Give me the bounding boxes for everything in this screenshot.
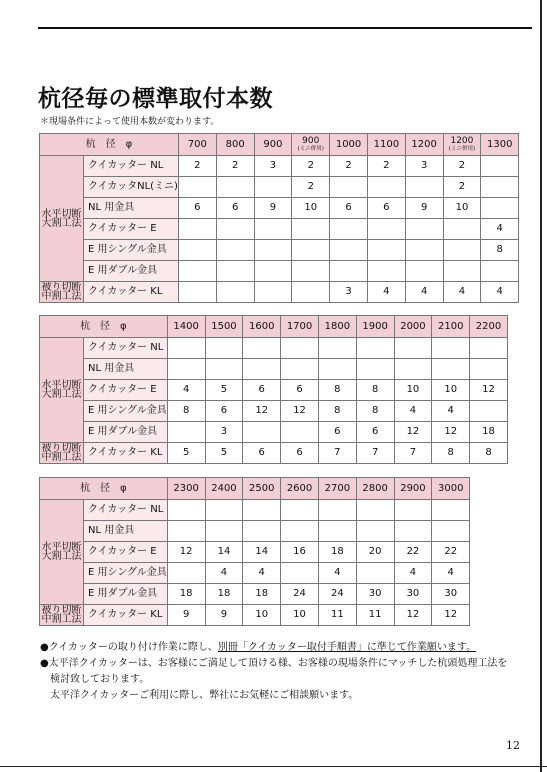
value-cell [254,177,292,198]
item-label: E 用ダブル金具 [84,261,179,282]
value-cell [167,422,205,443]
item-label: E 用ダブル金具 [84,584,168,605]
value-cell [243,521,281,542]
value-cell [405,261,443,282]
value-cell: 12 [432,605,470,626]
column-header: 700 [178,134,216,156]
item-label: クイカッター KL [84,282,179,303]
value-cell [481,198,519,219]
value-cell: 6 [356,422,394,443]
value-cell [405,219,443,240]
column-header: 2100 [432,316,470,338]
value-cell: 16 [281,542,319,563]
value-cell [167,359,205,380]
value-cell [394,500,432,521]
value-cell: 9 [405,198,443,219]
table-row [40,219,519,240]
column-header: 1100 [367,134,405,156]
value-cell [318,338,356,359]
phase-label-horizontal: 水平切断 大割工法 [40,338,84,443]
value-cell [356,338,394,359]
value-cell [243,422,281,443]
value-cell [432,359,470,380]
value-cell: 2 [178,156,216,177]
value-cell: 2 [292,156,330,177]
phase-label-horizontal: 水平切断 大割工法 [40,156,84,282]
value-cell [318,521,356,542]
page-border [0,766,547,767]
value-cell: 10 [243,605,281,626]
column-header: 2700 [318,478,356,500]
phase-label-bind: 被り切断 中割工法 [41,443,82,463]
value-cell [281,359,319,380]
value-cell [432,521,470,542]
value-cell: 4 [405,282,443,303]
value-cell [330,177,368,198]
value-cell: 5 [205,380,243,401]
value-cell [167,338,205,359]
item-label: クイカッター KL [84,443,168,464]
value-cell: 24 [281,584,319,605]
value-cell [330,219,368,240]
column-header: 900 (ミニ併用) [292,134,330,156]
value-cell [405,177,443,198]
item-label: クイカッター NL [84,156,179,177]
value-cell: 4 [394,401,432,422]
value-cell [254,282,292,303]
value-cell: 8 [481,240,519,261]
item-label: クイカッター E [84,219,179,240]
page-title: 杭径毎の標準取付本数 [38,86,273,112]
value-cell: 8 [470,443,508,464]
phase-label-horizontal: 水平切断 大割工法 [40,500,84,605]
value-cell: 8 [356,380,394,401]
value-cell [281,338,319,359]
value-cell: 12 [432,422,470,443]
value-cell: 7 [318,443,356,464]
value-cell [216,261,254,282]
table-row [40,177,519,198]
table-row [40,198,519,219]
value-cell [470,401,508,422]
spec-table-2 [39,315,508,464]
value-cell: 6 [205,401,243,422]
table-row [40,240,519,261]
value-cell: 9 [254,198,292,219]
column-header: 2600 [281,478,319,500]
value-cell [318,359,356,380]
value-cell: 4 [481,282,519,303]
table-row [40,401,508,422]
value-cell [167,500,205,521]
value-cell [443,261,481,282]
value-cell: 12 [281,401,319,422]
value-cell: 18 [205,584,243,605]
value-cell: 7 [356,443,394,464]
value-cell: 6 [243,380,281,401]
value-cell: 4 [432,401,470,422]
value-cell [243,359,281,380]
value-cell: 4 [481,219,519,240]
item-label: E 用シングル金具 [84,563,168,584]
value-cell: 6 [178,198,216,219]
value-cell [254,261,292,282]
value-cell [318,500,356,521]
item-label: NL 用金具 [84,521,168,542]
value-cell: 4 [318,563,356,584]
value-cell: 7 [394,443,432,464]
value-cell [330,261,368,282]
manual-link[interactable]: 別冊「クイカッター取付手順書」に準じて作業願います。 [217,642,477,653]
value-cell: 9 [167,605,205,626]
value-cell [205,500,243,521]
value-cell: 11 [356,605,394,626]
value-cell: 12 [470,380,508,401]
column-header: 1200 (ミニ併用) [443,134,481,156]
column-header: 2300 [167,478,205,500]
item-label: E 用シングル金具 [84,401,168,422]
value-cell [481,177,519,198]
value-cell: 12 [394,422,432,443]
value-cell [178,282,216,303]
column-header: 1300 [481,134,519,156]
value-cell [356,359,394,380]
column-header: 1000 [330,134,368,156]
note-text: ＊現場条件によって使用本数が変わります。 [40,117,220,127]
table-row [40,521,470,542]
column-header: 3000 [432,478,470,500]
column-header: 1900 [356,316,394,338]
value-cell [367,219,405,240]
value-cell: 8 [318,401,356,422]
value-cell: 12 [167,542,205,563]
value-cell: 10 [432,380,470,401]
value-cell: 6 [243,443,281,464]
value-cell: 10 [443,198,481,219]
table-row [40,542,470,563]
value-cell [394,521,432,542]
value-cell: 8 [432,443,470,464]
table-row [40,282,519,303]
value-cell: 4 [443,282,481,303]
table-row [40,500,470,521]
item-label: クイカッター KL [84,605,168,626]
value-cell [292,219,330,240]
page-border [540,0,542,772]
value-cell: 14 [243,542,281,563]
column-header: 2400 [205,478,243,500]
value-cell: 6 [367,198,405,219]
value-cell [394,338,432,359]
table-row [40,584,470,605]
header-label: 杭 径 φ [40,478,168,500]
value-cell: 4 [367,282,405,303]
value-cell: 8 [167,401,205,422]
value-cell [432,500,470,521]
value-cell: 2 [443,156,481,177]
column-header: 2900 [394,478,432,500]
value-cell: 4 [394,563,432,584]
column-header: 2000 [394,316,432,338]
value-cell: 30 [394,584,432,605]
header-label: 杭 径 φ [40,134,179,156]
item-label: クイカッター E [84,380,168,401]
value-cell [281,422,319,443]
value-cell: 18 [470,422,508,443]
spec-table-1 [39,133,519,303]
value-cell: 18 [167,584,205,605]
value-cell: 6 [281,380,319,401]
notes [40,640,507,704]
column-header: 1800 [318,316,356,338]
value-cell: 3 [330,282,368,303]
phase-label-bind: 被り切断 中割工法 [41,282,82,302]
value-cell: 6 [281,443,319,464]
value-cell: 12 [243,401,281,422]
value-cell: 22 [432,542,470,563]
value-cell: 2 [367,156,405,177]
value-cell [243,338,281,359]
item-label: クイカッター NL [84,500,168,521]
value-cell: 2 [292,177,330,198]
column-header: 1600 [243,316,281,338]
header-label: 杭 径 φ [40,316,168,338]
value-cell [167,563,205,584]
value-cell [178,240,216,261]
value-cell: 8 [356,401,394,422]
value-cell [281,563,319,584]
value-cell [367,177,405,198]
value-cell [216,282,254,303]
value-cell [281,500,319,521]
value-cell [356,563,394,584]
spec-table-3 [39,477,470,626]
value-cell [292,240,330,261]
value-cell: 12 [394,605,432,626]
note-line: 太平洋クイカッターご利用に際し、弊社にお気軽にご相談願います。 [50,690,359,701]
column-header: 900 [254,134,292,156]
value-cell: 6 [330,198,368,219]
value-cell: 14 [205,542,243,563]
column-header: 800 [216,134,254,156]
value-cell: 3 [205,422,243,443]
value-cell: 10 [292,198,330,219]
value-cell [470,338,508,359]
table-row [40,563,470,584]
value-cell: 4 [243,563,281,584]
value-cell [205,521,243,542]
value-cell [281,521,319,542]
value-cell: 9 [205,605,243,626]
column-header: 1700 [281,316,319,338]
value-cell: 4 [167,380,205,401]
value-cell [443,240,481,261]
value-cell [205,359,243,380]
item-label: クイカッター NL [84,338,168,359]
page-number: 12 [506,739,520,752]
item-label: クイカッター E [84,542,168,563]
note-line: ●太平洋クイカッターは、お客様にご満足して頂ける様、お客様の現場条件にマッチした杭頭処理工法を [40,658,508,669]
item-label: NL 用金具 [84,359,168,380]
item-label: NL 用金具 [84,198,179,219]
value-cell [178,261,216,282]
column-header: 1200 [405,134,443,156]
value-cell: 22 [394,542,432,563]
table-row [40,380,508,401]
value-cell [405,240,443,261]
value-cell [470,359,508,380]
note-line: ●クイカッターの取り付け作業に際し、別冊「クイカッター取付手順書」に準じて作業願います。 [40,642,477,653]
column-header: 2500 [243,478,281,500]
value-cell: 4 [205,563,243,584]
value-cell [216,177,254,198]
value-cell [178,219,216,240]
value-cell: 5 [167,443,205,464]
value-cell: 30 [356,584,394,605]
value-cell [481,156,519,177]
value-cell [330,240,368,261]
table-row [40,422,508,443]
value-cell: 2 [330,156,368,177]
value-cell: 11 [318,605,356,626]
item-label: E 用ダブル金具 [84,422,168,443]
top-rule [38,27,532,29]
item-label: クイカッタNL(ミニ) [84,177,179,198]
value-cell: 30 [432,584,470,605]
value-cell [167,521,205,542]
table-row [40,261,519,282]
item-label: E 用シングル金具 [84,240,179,261]
value-cell: 8 [318,380,356,401]
value-cell: 3 [254,156,292,177]
phase-label-bind: 被り切断 中割工法 [41,605,82,625]
value-cell [205,338,243,359]
value-cell [216,240,254,261]
value-cell [481,261,519,282]
note-line: 検討致しております。 [50,674,150,685]
value-cell [394,359,432,380]
value-cell: 3 [405,156,443,177]
column-header: 2800 [356,478,394,500]
value-cell: 18 [243,584,281,605]
value-cell: 2 [216,156,254,177]
table-row [40,359,508,380]
value-cell: 6 [216,198,254,219]
value-cell: 20 [356,542,394,563]
value-cell: 5 [205,443,243,464]
table-row [40,605,470,626]
value-cell: 6 [318,422,356,443]
column-header: 1400 [167,316,205,338]
column-header: 1500 [205,316,243,338]
value-cell: 24 [318,584,356,605]
value-cell [292,282,330,303]
value-cell: 10 [394,380,432,401]
value-cell [356,500,394,521]
value-cell [432,338,470,359]
value-cell: 10 [281,605,319,626]
value-cell [254,240,292,261]
value-cell [243,500,281,521]
value-cell [216,219,254,240]
value-cell [367,240,405,261]
value-cell [356,521,394,542]
value-cell: 2 [443,177,481,198]
value-cell [367,261,405,282]
value-cell [178,177,216,198]
table-row [40,338,508,359]
table-row [40,443,508,464]
value-cell [292,261,330,282]
table-row [40,156,519,177]
column-header: 2200 [470,316,508,338]
value-cell [443,219,481,240]
value-cell: 4 [432,563,470,584]
value-cell: 18 [318,542,356,563]
value-cell [254,219,292,240]
